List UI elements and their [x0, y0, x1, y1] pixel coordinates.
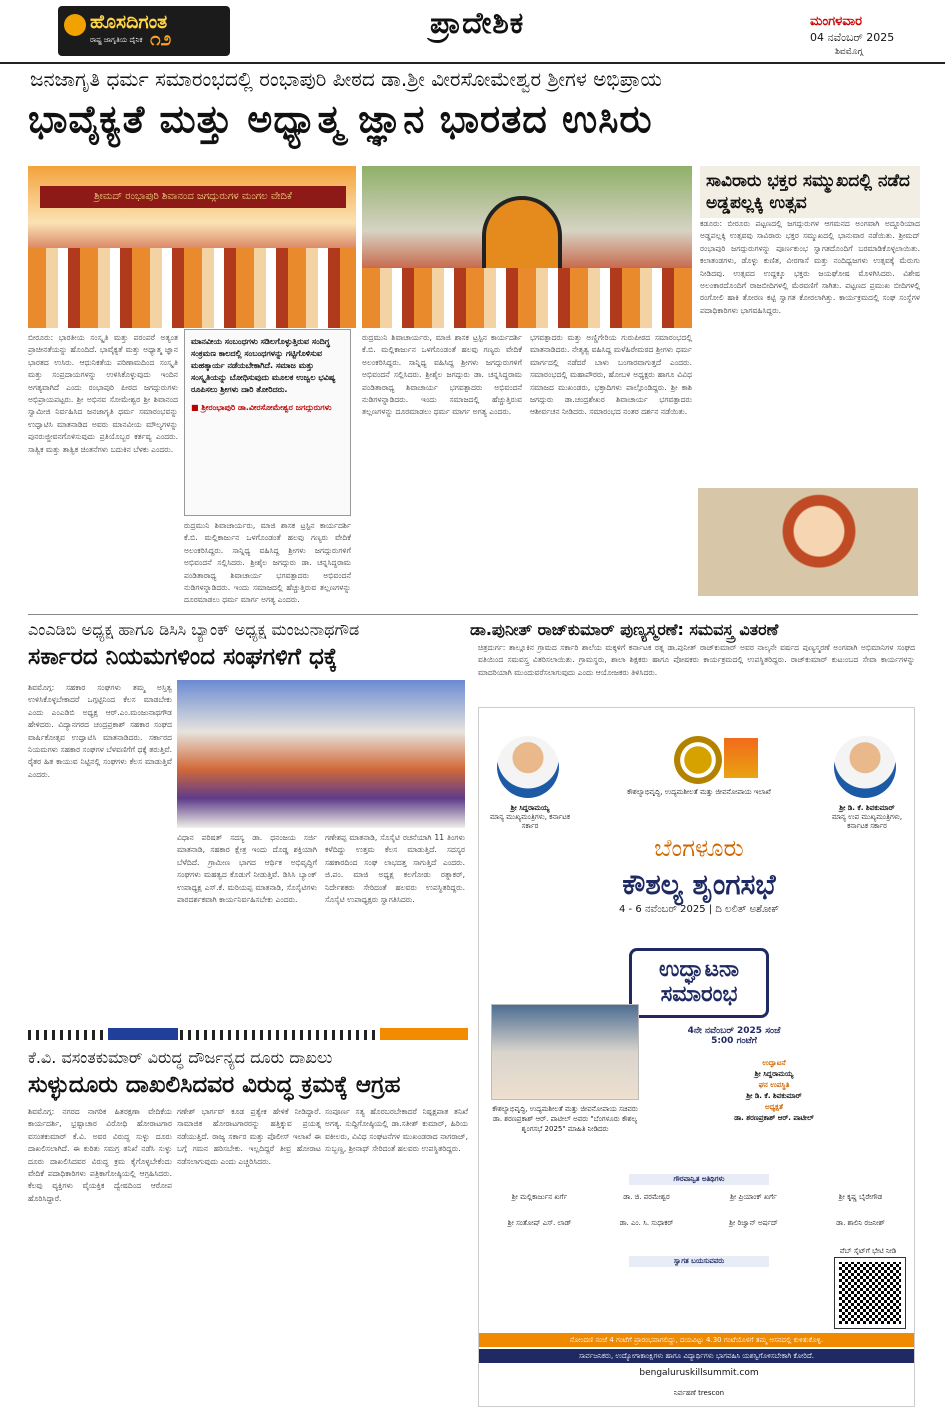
cm-title: ಮಾನ್ಯ ಮುಖ್ಯಮಂತ್ರಿಗಳು, ಕರ್ನಾಟಕ ಸರ್ಕಾರ — [489, 813, 571, 830]
inaugurator-name: ಶ್ರೀ ಸಿದ್ದರಾಮಯ್ಯ — [754, 1070, 794, 1078]
day-name: ಮಂಗಳವಾರ — [810, 14, 863, 29]
skill-summit-ad — [478, 707, 915, 1407]
story4-headline: ಸುಳ್ಳುದೂರು ದಾಖಲಿಸಿದವರ ವಿರುದ್ಧ ಕ್ರಮಕ್ಕೆ ಆಗ್ರಹ — [28, 1072, 401, 1098]
photo-crowd — [362, 268, 692, 328]
story3-headline: ಡಾ.ಪುನೀತ್ ರಾಜ್‌ಕುಮಾರ್ ಪುಣ್ಯಸ್ಮರಣೆ: ಸಮವಸ್ತ್ರ ವಿತರಣೆ — [470, 620, 779, 639]
guests-label: ಗೌರವಾನ್ವಿತ ಅತಿಥಿಗಳು — [629, 1174, 769, 1185]
quote-box — [184, 329, 351, 516]
story2-photo — [177, 680, 465, 828]
qr-label: ವೆಬ್ ಸೈಟ್‌ಗೆ ಭೇಟಿ ನೀಡಿ — [839, 1247, 897, 1255]
stage-banner: ಶ್ರೀಮದ್ ರಂಭಾಪುರಿ ಶಿವಾನಂದ ಜಗದ್ಗುರುಗಳ ಮಂಗಲ ವೇದಿಕೆ — [40, 186, 346, 208]
lead-body-col2b-text: ರುದ್ರಮುನಿ ಶಿವಾಚಾರ್ಯರು, ಮಾಜಿ ಶಾಸಕ ಟ್ರಸ್ಟಿನ ಕಾರ್ಯದರ್ಶಿ ಕೆ.ಬಿ. ಮಲ್ಲಿಕಾರ್ಜುನ ಒಳಗೊಂಡಂತೆ ಹಲವು ಗಣ್ಯರು ವೇದಿಕೆ ಅಲಂಕರಿಸಿದ್ದರು. ಸಾನ್ನಿಧ್ಯ ವಹಿಸಿದ್ದ ಶ್ರೀಗಳು ಜಗದ್ಗುರುಗಳಿಗೆ ಅಭಿವಂದನೆ ಸಲ್ಲಿಸಿದರು. ಶ್ರೀಶೈಲ ಜಗದ್ಗುರು ಡಾ. ಚನ್ನಸಿದ್ಧರಾಮ ಪಂಡಿತಾರಾಧ್ಯ ಶಿವಾಚಾರ್ಯ ಭಗವತ್ಪಾದರು ಅಭಿವಂದನೆ ನುಡಿಗಳನ್ನಾಡಿದರು. ಇಂದು ಸಮಾಜದಲ್ಲಿ ಹೆಚ್ಚುತ್ತಿರುವ ತಲ್ಲಣಗಳನ್ನು ದೂರಮಾಡಲು ಧರ್ಮ ಮಾರ್ಗ ಅಗತ್ಯ ಎಂದರು. — [362, 333, 522, 417]
quote-attribution: ■ ಶ್ರೀರಂಭಾಪುರಿ ಡಾ.ವೀರಸೋಮೇಶ್ವರ ಜಗದ್ಗುರುಗಳು — [191, 403, 332, 412]
story4-body-col2: ಗಣೇಶ್ ಭಾರ್ಗವ್ ಕೂಡ ಪ್ರತ್ಯೇಕ ಹೇಳಿಕೆ ನೀಡಿದ್ದಾರೆ. ಸಾಮಾಜಿಕ ಹೋರಾಟಗಾರರನ್ನು ಹತ್ತಿಕ್ಕುವ ಪ್ರಯತ್ನ ನಡೆಯುತ್ತಿದೆ. ರಾಜ್ಯ ಸರ್ಕಾರ ಮತ್ತು ಪೊಲೀಸ್ ಇಲಾಖೆ ಈ ಬಗ್ಗೆ ಗಮನ ಹರಿಸಬೇಕು. ಇಲ್ಲದಿದ್ದರೆ ತೀವ್ರ ಹೋರಾಟ ನಡೆಸಲಾಗುವುದು ಎಂದು ಎಚ್ಚರಿಸಿದರು. — [177, 1107, 321, 1166]
paper-tagline: ರಾಷ್ಟ್ರ ಜಾಗೃತಿಯ ದೈನಿಕ — [90, 36, 143, 44]
lead-body-col1: ಬೀರೂರು: ಭಾರತೀಯ ಸಂಸ್ಕೃತಿ ಮತ್ತು ಪರಂಪರೆ ಅತ್ಯಂತ ಪ್ರಾಚೀನತೆಯನ್ನು ಹೊಂದಿದೆ. ಭಾವೈಕ್ಯತೆ ಮತ್ತು ಅಧ್ಯಾತ್ಮ ಜ್ಞಾನ ಭಾರತದ ಉಸಿರು. ಆಧುನಿಕತೆಯ ಪರಿಣಾಮದಿಂದ ಸಂಸ್ಕೃತಿ ಮತ್ತು ಸಂಪ್ರದಾಯಗಳನ್ನು ಉಳಿಸಿಕೊಳ್ಳುವುದು ಇಂದಿನ ಅಗತ್ಯವಾಗಿದೆ ಎಂದು ರಂಭಾಪುರಿ ಪೀಠದ ಜಗದ್ಗುರುಗಳು ಅಭಿಪ್ರಾಯಪಟ್ಟರು. ಶ್ರೀ ಅಭಿನವ ಸೋಮೇಶ್ವರ ಶ್ರೀ ಶಿವಾನಂದ ಸ್ವಾಮೀಜಿ ನಿರ್ವಹಿಸಿದ ಜನಜಾಗೃತಿ ಧರ್ಮ ಸಮಾರಂಭವನ್ನು ಉದ್ಘಾಟಿಸಿ ಮಾತನಾಡಿದ ಅವರು ಮಾನವೀಯ ಮೌಲ್ಯಗಳನ್ನು ಪುನರುಜ್ಜೀವನಗೊಳಿಸುವುದು ಪ್ರತಿಯೊಬ್ಬರ ಕರ್ತವ್ಯ ಎಂದರು. ಸಾತ್ವಿಕ ಮತ್ತು ತಾತ್ವಿಕ ಚಿಂತನೆಗಳು ಬದುಕಿನ ಬೆಳಕು ಎಂದರು. — [28, 333, 178, 454]
dcm-portrait — [834, 736, 896, 798]
sidebar-headline: ಸಾವಿರಾರು ಭಕ್ತರ ಸಮ್ಮುಖದಲ್ಲಿ ನಡೆದ ಅಡ್ಡಪಲ್ಲಕ್ಕಿ ಉತ್ಸವ — [700, 166, 920, 218]
story4-body-col3: ಸಂಪೂರ್ಣ ಸತ್ಯ ಹೊರಬರಬೇಕಾದರೆ ನಿಷ್ಪಕ್ಷಪಾತ ತನಿಖೆ ಅಗತ್ಯ. ಸುದ್ದಿಗೋಷ್ಠಿಯಲ್ಲಿ ಡಾ.ಸತೀಶ್ ಕುಮಾರ್, ಹಿರಿಯ ವಕೀಲರು, ವಿವಿಧ ಸಂಘಟನೆಗಳ ಮುಖಂಡರಾದ ನಾಗರಾಜ್, ಸುಬ್ಬಣ್ಣ, ಶ್ರೀನಾಥ್ ಸೇರಿದಂತೆ ಹಲವರು ಉಪಸ್ಥಿತರಿದ್ದರು. — [325, 1107, 468, 1154]
welcome-label: ಸ್ವಾಗತ ಬಯಸುವವರು — [629, 1256, 769, 1267]
ad-press-photo — [491, 1004, 639, 1100]
cm-name: ಶ್ರೀ ಸಿದ್ದರಾಮಯ್ಯ — [510, 804, 550, 812]
guest-1: ಶ್ರೀ ಮಲ್ಲಿಕಾರ್ಜುನ ಖರ್ಗೆ — [511, 1193, 568, 1201]
lead-headline: ಭಾವೈಕ್ಯತೆ ಮತ್ತು ಅಧ್ಯಾತ್ಮ ಜ್ಞಾನ ಭಾರತದ ಉಸಿರು — [28, 97, 653, 141]
chief-name: ಶ್ರೀ ಡಿ. ಕೆ. ಶಿವಕುಮಾರ್ — [746, 1092, 802, 1100]
paper-logo — [58, 6, 230, 56]
story4-kicker: ಕೆ.ವಿ. ವಸಂತಕುಮಾರ್ ವಿರುದ್ಧ ದೌರ್ಜನ್ಯದ ದೂರು ದಾಖಲು — [28, 1048, 333, 1067]
skill-dept-logo — [724, 738, 758, 778]
dcm-name-block — [824, 804, 910, 831]
paper-name: ಹೊಸದಿಗಂತ — [90, 11, 168, 33]
photo-crowd — [28, 248, 356, 328]
story2-headline: ಸರ್ಕಾರದ ನಿಯಮಗಳಿಂದ ಸಂಘಗಳಿಗೆ ಧಕ್ಕೆ — [28, 644, 338, 670]
ad-agency: ನಿರ್ವಹಣೆ trescon — [673, 1389, 725, 1397]
story3-body: ಚಿತ್ರದುರ್ಗ: ತಾಲ್ಲೂಕಿನ ಗ್ರಾಮದ ಸರ್ಕಾರಿ ಶಾಲೆಯ ಮಕ್ಕಳಿಗೆ ಕರ್ನಾಟಕ ರತ್ನ ಡಾ.ಪುನೀತ್ ರಾಜ್‌ಕುಮಾರ್ ಅವರ ನಾಲ್ಕನೇ ವರ್ಷದ ಪುಣ್ಯಸ್ಮರಣೆ ಅಂಗವಾಗಿ ಅಭಿಮಾನಿಗಳ ಸಂಘದ ವತಿಯಿಂದ ಸಮವಸ್ತ್ರ ವಿತರಿಸಲಾಯಿತು. ಗ್ರಾಮಸ್ಥರು, ಶಾಲಾ ಶಿಕ್ಷಕರು ಹಾಗೂ ಪೋಷಕರು ಕಾರ್ಯಕ್ರಮದಲ್ಲಿ ಉಪಸ್ಥಿತರಿದ್ದರು. ರಾಜ್‌ಕುಮಾರ್ ಕುಟುಂಬದ ಸೇವಾ ಕಾರ್ಯಗಳನ್ನು ಮಾದರಿಯಾಗಿ ಮುಂದುವರೆಸಲಾಗುವುದು ಎಂದು ಆಯೋಜಕರು ತಿಳಿಸಿದರು. — [478, 643, 915, 677]
lead-body-col3: ಭಗವತ್ಪಾದರು ಮತ್ತು ಅಣ್ಣಿಗೇರಿಯ ಗುರುಪೀಠದ ಸಮಾರಂಭದಲ್ಲಿ ಮಾತನಾಡಿದರು. ನೇತೃತ್ವ ವಹಿಸಿದ್ದ ಮಳೆಹಿರೇಮಠದ ಶ್ರೀಗಳು ಧರ್ಮ ಮಾರ್ಗದಲ್ಲಿ ನಡೆದರೆ ಬಾಳು ಬಂಗಾರವಾಗುತ್ತದೆ ಎಂದರು. ಸಮಾರಂಭದಲ್ಲಿ ಮಹಾಪೌರರು, ಹೋಬಳಿ ಅಧ್ಯಕ್ಷರು ಹಾಗೂ ವಿವಿಧ ಸಮಾಜದ ಮುಖಂಡರು, ಭಕ್ತಾದಿಗಳು ಪಾಲ್ಗೊಂಡಿದ್ದರು. ಶ್ರೀ ಕಾಶಿ ಜಗದ್ಗುರು ಡಾ.ಚಂದ್ರಶೇಖರ ಶಿವಾಚಾರ್ಯ ಭಗವತ್ಪಾದರು ಆಶೀರ್ವಚನ ನೀಡಿದರು. ಸಮಾರಂಭದ ನಂತರ ದರ್ಶನ ನಡೆಯಿತು. — [530, 333, 692, 417]
karnataka-emblem-icon — [674, 736, 722, 784]
story2-body-col2: ವಿಧಾನ ಪರಿಷತ್ ಸದಸ್ಯ ಡಾ. ಧನಂಜಯ ಸರ್ಜಿ ಮಾತನಾಡಿ, ಸಹಕಾರ ಕ್ಷೇತ್ರ ಇಂದು ದೊಡ್ಡ ಶಕ್ತಿಯಾಗಿ ಬೆಳೆದಿದೆ. ಗ್ರಾಮೀಣ ಭಾಗದ ಆರ್ಥಿಕ ಅಭಿವೃದ್ಧಿಗೆ ಸಂಘಗಳು ಮಹತ್ವದ ಕೊಡುಗೆ ನೀಡುತ್ತಿವೆ. ಡಿಸಿಸಿ ಬ್ಯಾಂಕ್ ಉಪಾಧ್ಯಕ್ಷ ಎಸ್.ಕೆ. ಮರಿಯಪ್ಪ ಮಾತನಾಡಿ, ಸೊಸೈಟಿಗಳು ಪಾರದರ್ಶಕವಾಗಿ ಕಾರ್ಯನಿರ್ವಹಿಸಬೇಕು ಎಂದರು. — [177, 833, 317, 905]
story2-kicker: ಎಂಎಡಿಬಿ ಅಧ್ಯಕ್ಷ ಹಾಗೂ ಡಿಸಿಸಿ ಬ್ಯಾಂಕ್ ಅಧ್ಯಕ್ಷ ಮಂಜುನಾಥಗೌಡ — [28, 620, 360, 639]
lead-photo-stage — [28, 166, 356, 328]
edition-city: ಶಿವಮೊಗ್ಗ — [835, 47, 863, 57]
cm-portrait — [497, 736, 559, 798]
chief-label: ಘನ ಉಪಸ್ಥಿತಿ — [758, 1081, 790, 1089]
ad-website-link[interactable]: bengaluruskillsummit.com — [639, 1368, 759, 1378]
president-name: ಡಾ. ಶರಣಪ್ರಕಾಶ್ ಆರ್. ಪಾಟೀಲ್ — [734, 1114, 814, 1122]
quote-text: ಮಾನವೀಯ ಸಂಬಂಧಗಳು ಸಡಿಲಗೊಳ್ಳುತ್ತಿರುವ ಸಂದಿಗ್ಧ ಸಂಕ್ರಮಣ ಕಾಲದಲ್ಲಿ ಸಂಬಂಧಗಳನ್ನು ಗಟ್ಟಿಗೊಳಿಸುವ ಮಹತ್ಕಾರ್ಯ ನಡೆಯಬೇಕಾಗಿದೆ. ಸಮಾಜ ಮತ್ತು ಸಂಸ್ಕೃತಿಯನ್ನು ಬೋಧಿಸುವುದು ಮೂಲಕ ಉಜ್ವಲ ಭವಿಷ್ಯ ರೂಪಿಸಲು ಶ್ರೀಗಳು ದಾರಿ ತೋರಿದರು. — [191, 337, 336, 394]
lead-photo-procession — [362, 166, 692, 328]
dept-name: ಕೌಶಲ್ಯಾಭಿವೃದ್ಧಿ, ಉದ್ಯಮಶೀಲತೆ ಮತ್ತು ಜೀವನೋಪಾಯ ಇಲಾಖೆ — [627, 788, 771, 796]
lead-kicker: ಜನಜಾಗೃತಿ ಧರ್ಮ ಸಮಾರಂಭದಲ್ಲಿ ರಂಭಾಪುರಿ ಪೀಠದ ಡಾ.ಶ್ರೀ ವೀರಸೋಮೇಶ್ವರ ಶ್ರೀಗಳ ಅಭಿಪ್ರಾಯ — [30, 67, 662, 91]
ad-dates: 4 - 6 ನವೆಂಬರ್ 2025 | ದಿ ಲಲಿತ್ ಅಶೋಕ್ — [618, 904, 779, 915]
story2-body-col3: ಗಣೇಶಪ್ಪ ಮಾತನಾಡಿ, ಸೊಸೈಟಿ ರಚನೆಯಾಗಿ 11 ತಿಂಗಳು ಕಳೆದಿದ್ದು ಉತ್ತಮ ಕೆಲಸ ಮಾಡುತ್ತಿದೆ. ಸದಸ್ಯರ ಸಹಕಾರದಿಂದ ಸಂಘ ಲಾಭದತ್ತ ಸಾಗುತ್ತಿದೆ ಎಂದರು. ಜಿ.ಪಂ. ಮಾಜಿ ಅಧ್ಯಕ್ಷ ಕಲಗೋಡು ರತ್ನಾಕರ್, ನಿರ್ದೇಶಕರು ಸೇರಿದಂತೆ ಹಲವರು ಉಪಸ್ಥಿತರಿದ್ದರು. ಸೊಸೈಟಿ ಉಪಾಧ್ಯಕ್ಷರು ಸ್ವಾಗತಿಸಿದರು. — [325, 833, 465, 905]
story4-body-col1: ಶಿವಮೊಗ್ಗ: ನಗರದ ನಾಗರಿಕ ಹಿತರಕ್ಷಣಾ ವೇದಿಕೆಯ ಕಾರ್ಯದರ್ಶಿ, ಭ್ರಷ್ಟಾಚಾರ ವಿರೋಧಿ ಹೋರಾಟಗಾರ ವಸಂತಕುಮಾರ್ ಕೆ.ವಿ. ಅವರ ವಿರುದ್ಧ ಸುಳ್ಳು ದೂರು ದಾಖಲಿಸಲಾಗಿದೆ. ಈ ಕುರಿತು ಸಮಗ್ರ ತನಿಖೆ ನಡೆಸಿ ಸುಳ್ಳು ದೂರು ದಾಖಲಿಸಿದವರ ವಿರುದ್ಧ ಕ್ರಮ ಕೈಗೊಳ್ಳಬೇಕೆಂದು ವೇದಿಕೆ ಪದಾಧಿಕಾರಿಗಳು ಪತ್ರಿಕಾಗೋಷ್ಠಿಯಲ್ಲಿ ಆಗ್ರಹಿಸಿದರು. ಕೆಲವು ವ್ಯಕ್ತಿಗಳು ವೈಯಕ್ತಿಕ ದ್ವೇಷದಿಂದ ಆರೋಪ ಹೊರಿಸಿದ್ದಾರೆ. — [28, 1107, 172, 1203]
guest-4: ಶ್ರೀ ಕೃಷ್ಣ ಬೈರೇಗೌಡ — [838, 1193, 883, 1201]
guest-6: ಡಾ. ಎಂ. ಸಿ. ಸುಧಾಕರ್ — [619, 1219, 674, 1227]
ad-summit-title: ಕೌಶಲ್ಯ ಶೃಂಗಸಭೆ — [622, 868, 776, 901]
inaugurator-block — [649, 1058, 899, 1124]
president-label: ಅಧ್ಯಕ್ಷತೆ — [765, 1103, 783, 1111]
ad-photo-caption: ಕೌಶಲ್ಯಾಭಿವೃದ್ಧಿ, ಉದ್ಯಮಶೀಲತೆ ಮತ್ತು ಜೀವನೋಪಾಯ ಸಚಿವರು ಡಾ. ಶರಣಪ್ರಕಾಶ್ ಆರ್. ಪಾಟೀಲ್ ಅವರು "ಬೆಂಗಳೂರು ಕೌಶಲ್ಯ ಶೃಂಗಸಭೆ 2025" ಮಾಹಿತಿ ನೀಡಿದರು — [492, 1105, 638, 1133]
lead-body-col2b — [362, 332, 522, 610]
rule-accent-orange — [380, 1028, 468, 1040]
cm-name-block — [487, 804, 573, 831]
lead-body-col2: ರುದ್ರಮುನಿ ಶಿವಾಚಾರ್ಯರು, ಮಾಜಿ ಶಾಸಕ ಟ್ರಸ್ಟಿನ ಕಾರ್ಯದರ್ಶಿ ಕೆ.ಬಿ. ಮಲ್ಲಿಕಾರ್ಜುನ ಒಳಗೊಂಡಂತೆ ಹಲವು ಗಣ್ಯರು ವೇದಿಕೆ ಅಲಂಕರಿಸಿದ್ದರು. ಸಾನ್ನಿಧ್ಯ ವಹಿಸಿದ್ದ ಶ್ರೀಗಳು ಜಗದ್ಗುರುಗಳಿಗೆ ಅಭಿವಂದನೆ ಸಲ್ಲಿಸಿದರು. ಶ್ರೀಶೈಲ ಜಗದ್ಗುರು ಡಾ. ಚನ್ನಸಿದ್ಧರಾಮ ಪಂಡಿತಾರಾಧ್ಯ ಶಿವಾಚಾರ್ಯ ಭಗವತ್ಪಾದರು ಅಭಿವಂದನೆ ನುಡಿಗಳನ್ನಾಡಿದರು. ಇಂದು ಸಮಾಜದಲ್ಲಿ ಹೆಚ್ಚುತ್ತಿರುವ ತಲ್ಲಣಗಳನ್ನು ದೂರಮಾಡಲು ಧರ್ಮ ಮಾರ್ಗ ಅಗತ್ಯ ಎಂದರು. — [184, 521, 351, 605]
guest-8: ಡಾ. ಶಾಲಿನಿ ರಜನೀಶ್ — [836, 1219, 885, 1227]
public-invite-bar: ಸಾರ್ವಜನಿಕರು, ಉದ್ಯೋಗಾಕಾಂಕ್ಷಿಗಳು ಹಾಗೂ ವಿದ್ಯಾರ್ಥಿಗಳು ಭಾಗವಹಿಸಿ ಯಶಸ್ವಿಗೊಳಿಸಬೇಕಾಗಿ ಕೋರಿದೆ. — [479, 1349, 914, 1363]
page-number: ೧೨ — [150, 28, 172, 50]
section-divider — [28, 614, 918, 615]
ad-opening-time: 4ನೇ ನವೆಂಬರ್ 2025 ಸಂಜೆ 5:00 ಗಂಟೆಗೆ — [687, 1026, 781, 1046]
masthead — [0, 0, 945, 64]
ad-city: ಬೆಂಗಳೂರು — [654, 834, 744, 862]
story2-body-col1: ಶಿವಮೊಗ್ಗ: ಸಹಕಾರ ಸಂಘಗಳು ತಮ್ಮ ಅಸ್ತಿತ್ವ ಉಳಿಸಿಕೊಳ್ಳಬೇಕಾದರೆ ಒಗ್ಗಟ್ಟಿನಿಂದ ಕೆಲಸ ಮಾಡಬೇಕು ಎಂದು ಎಂಎಡಿಬಿ ಅಧ್ಯಕ್ಷ ಆರ್.ಎಂ.ಮಂಜುನಾಥಗೌಡ ಹೇಳಿದರು. ವಿದ್ಯಾನಗರದ ಚಂದ್ರಪ್ರಕಾಶ್ ಸಹಕಾರ ಸಂಘದ ವಾರ್ಷಿಕೋತ್ಸವ ಉದ್ಘಾಟಿಸಿ ಮಾತನಾಡಿದರು. ಸರ್ಕಾರದ ನಿಯಮಗಳು ಸಹಕಾರ ಸಂಘಗಳ ಬೆಳವಣಿಗೆಗೆ ಧಕ್ಕೆ ತರುತ್ತಿವೆ. ರೈತರ ಹಿತ ಕಾಯುವ ನಿಟ್ಟಿನಲ್ಲಿ ಸಂಘಗಳು ಕೆಲಸ ಮಾಡುತ್ತಿವೆ ಎಂದರು. — [28, 683, 172, 779]
inaugurator-label: ಉದ್ಘಾಟನೆ — [762, 1059, 786, 1067]
guest-3: ಶ್ರೀ ಪ್ರಿಯಾಂಕ್ ಖರ್ಗೆ — [730, 1193, 777, 1201]
guest-5: ಶ್ರೀ ಸಂತೋಷ್ ಎಸ್. ಲಾಡ್ — [507, 1219, 572, 1227]
dcm-name: ಶ್ರೀ ಡಿ. ಕೆ. ಶಿವಕುಮಾರ್ — [839, 804, 895, 812]
sidebar-body: ಕಡೂರು: ಬೀರೂರು ಪಟ್ಟಣದಲ್ಲಿ ಜಗದ್ಗುರುಗಳ ಆಗಮನದ ಅಂಗವಾಗಿ ಅದ್ದೂರಿಯಾದ ಅಡ್ಡಪಲ್ಲಕ್ಕಿ ಉತ್ಸವವು ಸಾವಿರಾರು ಭಕ್ತರ ಸಮ್ಮುಖದಲ್ಲಿ ಭಾನುವಾರ ನಡೆಯಿತು. ಶ್ರೀಮದ್ ರಂಭಾಪುರಿ ಜಗದ್ಗುರುಗಳನ್ನು ಪೂರ್ಣಕುಂಭ ಸ್ವಾಗತದೊಂದಿಗೆ ಬರಮಾಡಿಕೊಳ್ಳಲಾಯಿತು. ಕಲಾತಂಡಗಳು, ಡೊಳ್ಳು ಕುಣಿತ, ವೀರಗಾಸೆ ಮತ್ತು ನಂದಿಧ್ವಜಗಳು ಉತ್ಸವಕ್ಕೆ ಮೆರುಗು ನೀಡಿದವು. ಉತ್ಸವದ ಉದ್ದಕ್ಕೂ ಭಕ್ತರು ಜಯಘೋಷ ಮೊಳಗಿಸಿದರು. ವಿಶೇಷ ಅಲಂಕಾರದೊಂದಿಗೆ ರಾಜಬೀದಿಗಳಲ್ಲಿ ಮೆರವಣಿಗೆ ಸಾಗಿತು. ಪಟ್ಟಣದ ಪ್ರಮುಖ ಬೀದಿಗಳಲ್ಲಿ ರಂಗೋಲಿ ಹಾಕಿ ತೋರಣ ಕಟ್ಟಿ ಸ್ವಾಗತ ಕೋರಲಾಗಿತ್ತು. ಕಾರ್ಯಕ್ರಮದಲ್ಲಿ ಸಂಘ ಸಂಸ್ಥೆಗಳ ಪದಾಧಿಕಾರಿಗಳು ಭಾಗವಹಿಸಿದ್ದರು. — [700, 219, 920, 315]
lotus-icon — [64, 14, 86, 36]
rule-accent-blue — [108, 1028, 178, 1040]
guest-7: ಶ್ರೀ ರಿಜ್ವಾನ್ ಅರ್ಷದ್ — [729, 1219, 778, 1227]
qr-code[interactable] — [835, 1258, 905, 1328]
dcm-title: ಮಾನ್ಯ ಉಪ ಮುಖ್ಯಮಂತ್ರಿಗಳು, ಕರ್ನಾಟಕ ಸರ್ಕಾರ — [831, 813, 903, 830]
section-title: ಪ್ರಾದೇಶಿಕ — [430, 6, 525, 41]
ad-opening-badge: ಉದ್ಘಾಟನಾ ಸಮಾರಂಭ — [629, 948, 769, 1018]
issue-date: 04 ನವೆಂಬರ್ 2025 — [810, 31, 895, 44]
guest-2: ಡಾ. ಜಿ. ಪರಮೇಶ್ವರ — [623, 1193, 670, 1201]
registration-bar: ನೋಂದಣಿ ಸಂಜೆ 4 ಗಂಟೆಗೆ ಪ್ರಾರಂಭವಾಗಲಿದ್ದು, ದಯವಿಟ್ಟು 4.30 ಗಂಟೆಯೊಳಗೆ ತಮ್ಮ ಆಸನದಲ್ಲಿ ಕುಳಿತುಕೊಳ್ಳಿ. — [479, 1333, 914, 1347]
sidebar-photo-palanquin — [698, 488, 918, 596]
